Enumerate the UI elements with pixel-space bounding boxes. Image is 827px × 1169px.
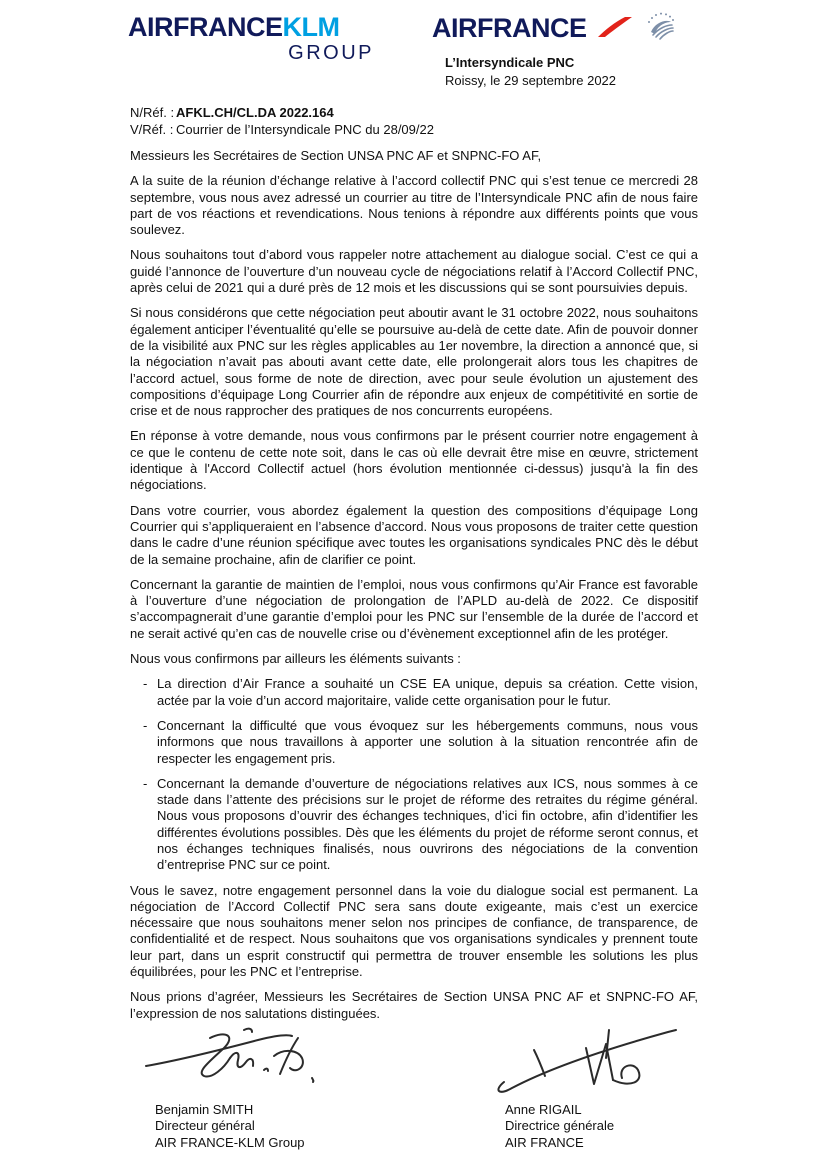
signature-block-smith — [130, 1026, 490, 1152]
bullet-marker: - — [143, 717, 148, 733]
signature-section — [130, 1026, 827, 1152]
list-item — [130, 718, 698, 767]
list-item — [130, 676, 698, 709]
letter-body — [130, 148, 698, 1022]
bullet-list — [130, 676, 698, 873]
recipient-block — [432, 54, 677, 90]
klm-wordmark-part: KLM — [282, 12, 340, 42]
paragraph: Concernant la garantie de maintien de l’emploi, nous vous confirmons qu’Air France est favorable à l’ouverture d’une négociation de prolongation de l’APLD au-delà de 2022. Ce dispositif s’accompagnerait d’une garantie d’emploi pour les PNC sur l’ensemble de la durée de l’accord et ne serait activé qu’en cas de nouvelle crise ou d’évènement exceptionnel afin de les protéger. — [130, 576, 698, 641]
signature-block-rigail — [490, 1026, 690, 1152]
paragraph: A la suite de la réunion d’échange relative à l’accord collectif PNC qui s’est tenue ce mercredi 28 septembre, vous nous avez adressé un courrier au titre de l’Intersyndicale PNC afin de nous faire part de vos réactions et revendications. Nous tenions à répondre aux différents points que vous soulevez. — [130, 173, 698, 238]
paragraph: Nous souhaitons tout d’abord vous rappeler notre attachement au dialogue social. C’est ce qui a guidé l’annonce de l’ouverture d’un nouveau cycle de négociations relatif à l’Accord Collectif PNC, après celui de 2021 qui a duré près de 12 mois et les discussions qui se sont poursuivies depuis. — [130, 247, 698, 296]
group-wordmark: GROUP — [288, 42, 374, 64]
salutation: Messieurs les Secrétaires de Section UNSA PNC AF et SNPNC-FO AF, — [130, 148, 542, 163]
letterhead — [0, 0, 827, 90]
smith-signature-icon — [140, 1026, 370, 1098]
bullet-marker: - — [143, 775, 148, 791]
signatory-smith — [140, 1102, 490, 1152]
letterhead-right-block — [432, 12, 677, 90]
paragraph: Dans votre courrier, vous abordez également la question des compositions d’équipage Long Courrier qui s’appliqueraient en l’absence d’accord. Nous vous proposons de traiter cette question dans le cadre d’une réunion spécifique avec toutes les organisations syndicales PNC dès le début de la semaine prochaine, afin de clarifier ce point. — [130, 502, 698, 567]
list-item-text: Concernant la demande d’ouverture de négociations relatives aux ICS, nous sommes à ce stade dans l’attente des précisions sur le projet de réforme des retraites du régime général. Nous vous proposons d’ouvrir des échanges techniques, d’ici fin octobre, afin d’identifier les différentes évolutions possibles. Dès que les éléments du projet de réforme seront connus, et nos échanges techniques finalisés, nous ouvrirons des négociations de la convention d’entreprise PNC sur ce point. — [157, 775, 698, 873]
airfrance-wordmark: AIRFRANCE — [432, 12, 587, 43]
signatory-title: Directrice générale — [505, 1118, 615, 1134]
paragraph: En réponse à votre demande, nous vous confirmons par le présent courrier notre engagement à ce que le contenu de cette note soit, dans le cas où elle devrait être mise en œuvre, strictement identique à l'Accord Collectif actuel (hors évolution mentionnée ci-dessus) jusqu'à la fin des négociations. — [130, 428, 698, 493]
airfrance-klm-group-logo — [128, 12, 378, 64]
bullet-marker: - — [143, 676, 148, 692]
your-reference-value: Courrier de l’Intersyndicale PNC du 28/09/22 — [176, 122, 434, 137]
signatory-name: Anne RIGAIL — [505, 1101, 582, 1117]
list-item-text: La direction d’Air France a souhaité un CSE EA unique, depuis sa création. Cette vision, actée par la voie d’un accord majoritaire, valide cette organisation pour le futur. — [157, 676, 698, 708]
closing-formula: Nous prions d’agréer, Messieurs les Secrétaires de Section UNSA PNC AF et SNPNC-FO AF, l’expression de nos salutations distinguées. — [130, 989, 698, 1021]
reference-block — [130, 104, 697, 138]
our-reference-row — [130, 104, 697, 121]
airfrance-wordmark-part: AIRFRANCE — [128, 12, 283, 42]
our-reference-label: N/Réf. : — [130, 105, 175, 120]
place-and-date: Roissy, le 29 septembre 2022 — [445, 73, 617, 88]
paragraph: Vous le savez, notre engagement personnel dans la voie du dialogue social est permanent. La négociation de l’Accord Collectif PNC sera sans doute exigeante, mais c’est un exercice nécessaire que nous souhaitons mener selon nos principes de confiance, de transparence, de confidentialité et de respect. Nous souhaitons que vos organisations syndicales y prennent toute leur part, dans un esprit constructif qui permettra de trouver ensemble les solutions les plus équilibrées, pour les PNC et l’entreprise. — [130, 882, 698, 980]
signatory-rigail — [490, 1102, 690, 1152]
airfrance-red-accent-icon — [595, 16, 633, 41]
list-item — [130, 776, 698, 874]
paragraph: Si nous considérons que cette négociation peut aboutir avant le 31 octobre 2022, nous souhaitons également anticiper l’éventualité qu’elle se poursuive au-delà de cette date. Afin de pouvoir donner de la visibilité aux PNC sur les règles applicables au 1er novembre, la direction a annoncé que, si la négociation n’avait pas abouti avant cette date, elle prolongerait alors tous les chapitres de l’accord actuel, sous forme de note de direction, avec pour seule évolution un ajustement des compositions d’équipage Long Courrier afin de répondre aux enjeux de compétitivité en sortie de crise et de nous rapprocher des pratiques de nos concurrents européens. — [130, 305, 698, 419]
your-reference-label: V/Réf. : — [130, 122, 174, 137]
list-intro: Nous vous confirmons par ailleurs les éléments suivants : — [130, 651, 461, 667]
list-item-text: Concernant la difficulté que vous évoquez sur les hébergements communs, nous vous informons que nous travaillons à apporter une solution à la situation rencontrée afin de respecter les engagement pris. — [157, 717, 698, 766]
airfrance-logo — [432, 12, 677, 44]
rigail-signature-icon — [490, 1026, 690, 1098]
airfrance-klm-wordmark — [128, 12, 378, 42]
our-reference-value: AFKL.CH/CL.DA 2022.164 — [176, 105, 334, 120]
skyteam-logo-icon — [643, 10, 677, 47]
signatory-org: AIR FRANCE-KLM Group — [155, 1134, 305, 1150]
signatory-org: AIR FRANCE — [505, 1134, 584, 1150]
signatory-name: Benjamin SMITH — [155, 1101, 254, 1117]
signatory-title: Directeur général — [155, 1118, 255, 1134]
recipient-name: L’Intersyndicale PNC — [445, 55, 575, 70]
your-reference-row — [130, 121, 697, 138]
